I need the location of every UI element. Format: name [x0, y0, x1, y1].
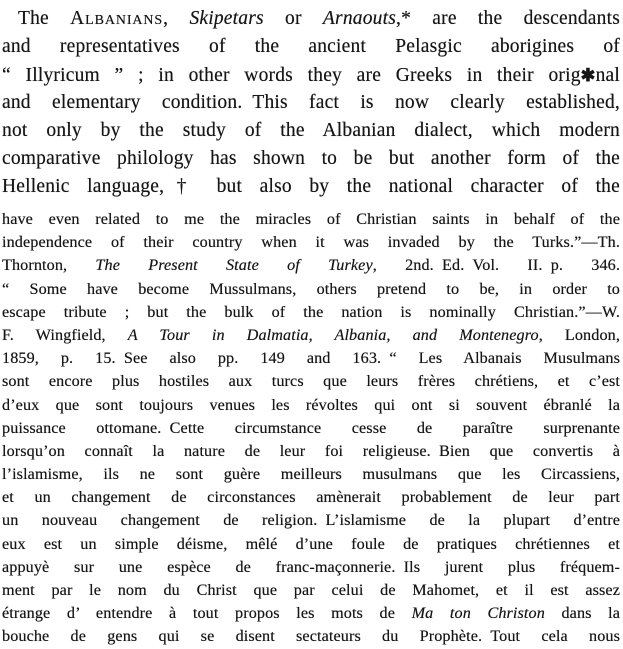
- main-line-2: [2, 33, 620, 61]
- footnote-line-2: [2, 231, 620, 254]
- text-segment: et un changement de circonstances amènerait probablement de leur part: [2, 488, 620, 507]
- blot-text: ✱: [580, 65, 596, 85]
- footnote-line-5: [2, 301, 620, 324]
- italic-text: A Tour in Dalmatia, Albania, and Montenegro: [127, 325, 539, 344]
- footnote-line-3: [2, 254, 620, 277]
- text-segment: , 2nd. Ed. Vol. II. p. 346.: [372, 256, 620, 275]
- text-segment: nal: [595, 65, 620, 86]
- text-segment: and representatives of the ancient Pelasgic aborigines of: [2, 36, 620, 57]
- italic-text: The Present State of Turkey: [95, 256, 373, 275]
- text-segment: not only by the study of the Albanian dialect, which modern: [2, 120, 620, 141]
- text-segment: dans la: [544, 604, 620, 623]
- text-segment: Hellenic language,† but also by the national character of the: [2, 176, 620, 197]
- italic-text: Skipetars: [189, 8, 264, 29]
- footnote-line-12: [2, 463, 620, 486]
- footnote-block: [2, 208, 620, 649]
- footnote-line-1: [2, 208, 620, 231]
- footnote-line-13: [2, 486, 620, 509]
- text-segment: “ Some have become Mussulmans, others pretend to be, in order to: [2, 279, 620, 298]
- footnote-line-10: [2, 417, 620, 440]
- text-segment: comparative philology has shown to be but another form of the: [2, 148, 620, 169]
- text-segment: appuyè sur une espèce de franc-maçonnerie. Ils jurent plus fréquem-: [2, 557, 620, 576]
- footnote-line-17: [2, 579, 620, 602]
- text-segment: lorsqu’on connaît la nature de leur foi religieuse. Bien que convertis à: [2, 441, 620, 460]
- italic-text: Ma ton Christon: [411, 604, 545, 623]
- text-segment: “ Illyricum ” ; in other words they are Greeks in their orig: [2, 65, 581, 86]
- main-line-3: [2, 61, 620, 89]
- text-segment: and elementary condition. This fact is now clearly established,: [2, 92, 620, 113]
- text-segment: F. Wingfield,: [2, 325, 128, 344]
- text-segment: puissance ottomane. Cette circumstance cesse de paraître surprenante: [2, 418, 620, 437]
- text-segment: The: [18, 8, 71, 29]
- main-line-4: [2, 89, 620, 117]
- footnote-line-14: [2, 509, 620, 532]
- footnote-line-11: [2, 440, 620, 463]
- footnote-line-7: [2, 347, 620, 370]
- main-line-5: [2, 117, 620, 145]
- text-segment: sont encore plus hostiles aux turcs que leurs frères chrétiens, et c’est: [2, 372, 620, 391]
- text-segment: Thornton,: [2, 256, 96, 275]
- text-segment: d’eux que sont toujours venues les révoltes qui ont si souvent ébranlé la: [2, 395, 620, 414]
- text-segment: un nouveau changement de religion. L’islamisme de la plupart d’entre: [2, 511, 620, 530]
- italic-text: Arnaouts: [322, 8, 397, 29]
- text-segment: eux est un simple déisme, mêlé d’une foule de pratiques chrétiennes et: [2, 534, 620, 553]
- text-segment: bouche de gens qui se disent sectateurs du Prophète. Tout cela nous: [2, 627, 620, 646]
- text-segment: l’islamisme, ils ne sont guère meilleurs musulmans que les Circassiens,: [2, 465, 620, 484]
- text-segment: have even related to me the miracles of Christian saints in behalf of the: [2, 210, 620, 228]
- footnote-line-19: [2, 625, 620, 648]
- text-segment: ,: [163, 8, 190, 29]
- text-segment: ment par le nom du Christ que par celui de Mahomet, et il est assez: [2, 581, 620, 599]
- text-segment: ,* are the descendants: [396, 8, 620, 29]
- main-line-1: [2, 5, 620, 33]
- text-segment: étrange d’ entendre à tout propos les mots de: [2, 604, 412, 623]
- footnote-line-8: [2, 370, 620, 393]
- footnote-line-15: [2, 533, 620, 556]
- footnote-line-6: [2, 324, 620, 347]
- footnote-line-16: [2, 556, 620, 579]
- text-segment: independence of their country when it was invaded by the Turks.”—Th.: [2, 233, 620, 252]
- footnote-line-18: [2, 602, 620, 625]
- footnote-line-9: [2, 394, 620, 417]
- text-segment: escape tribute ; but the bulk of the nation is nominally Christian.”—W.: [2, 302, 620, 321]
- main-line-7: [2, 173, 620, 201]
- smallcaps-text: Albanians: [70, 8, 164, 29]
- main-line-6: [2, 145, 620, 173]
- main-paragraph: [2, 5, 620, 201]
- text-segment: 1859, p. 15. See also pp. 149 and 163. “ Les Albanais Musulmans: [2, 349, 620, 368]
- text-segment: or: [263, 8, 323, 29]
- footnote-line-4: [2, 278, 620, 301]
- text-segment: , London,: [538, 325, 620, 344]
